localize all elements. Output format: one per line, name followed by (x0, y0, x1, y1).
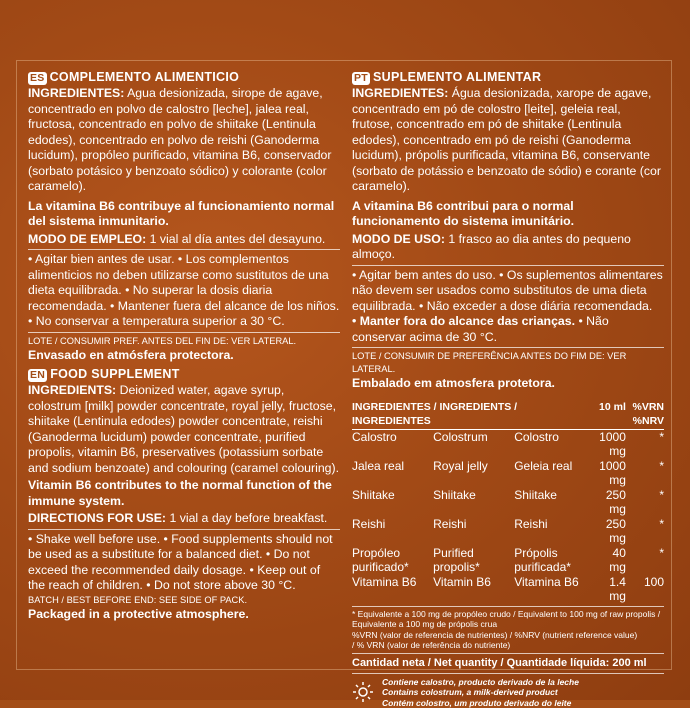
milk-notice-line: Contains colostrum, a milk-derived product (382, 687, 579, 698)
table-cell-amount: 1.4 mg (595, 575, 626, 604)
table-cell-amount: 1000 mg (595, 459, 626, 488)
table-cell-es: Calostro (352, 429, 433, 459)
table-cell-vrn: * (626, 459, 664, 488)
en-heading (28, 367, 340, 383)
pt-ingredients-text: Água desionizada, xarope de agave, concentrado em pó de colostro [leite], geleia real, frutose, concentrado em pó de shiitake (Lentinula edodes), concentrado em pó de reishi (Ganoderma lucidum), própolis purificada, vitamina B6, conservante (sorbato de potássio e benzoato de sódio) e corante (cor caramelo). (352, 86, 661, 193)
es-packaged (28, 348, 340, 364)
pt-usage (352, 232, 664, 263)
table-rule-3 (352, 673, 664, 674)
right-column (352, 70, 664, 708)
table-row (352, 517, 664, 546)
es-badge: ES (28, 72, 47, 85)
milk-notice-line: Contiene calostro, producto derivado de la leche (382, 677, 579, 688)
table-row (352, 546, 664, 575)
milk-notice (352, 677, 664, 708)
pt-ingredients (352, 86, 664, 195)
pt-divider (352, 265, 664, 266)
pt-warnings-text: • Não conservar acima de 30 °C. (352, 314, 609, 344)
es-claim (28, 199, 340, 230)
pt-divider-2 (352, 347, 664, 348)
pt-claim (352, 199, 664, 230)
footnote: * Equivalente a 100 mg de propóleo crudo / Equivalent to 100 mg of raw propolis / Equivalente a 100 mg de própolis crua (352, 609, 664, 630)
ingredients-table-header (352, 400, 664, 430)
es-usage (28, 232, 340, 248)
en-ingredients (28, 383, 340, 476)
es-title: COMPLEMENTO ALIMENTICIO (50, 70, 240, 86)
table-cell-vrn: * (626, 546, 664, 575)
table-cell-pt: Geleia real (514, 459, 595, 488)
footnote: / % VRN (valor de referência do nutriente) (352, 640, 664, 651)
table-header-unit: 10 ml (595, 400, 626, 430)
es-ingredients-text: Agua desionizada, sirope de agave, concentrado en polvo de calostro [leche], jalea real, fructosa, concentrado en polvo de shiitake (Lentinula edodes), concentrado en polvo de reishi (Ganoderma lucidum), propóleo purificado, vitamina B6, conservador (sorbato potásico y benzoato sódico) y colorante (color caramelo). (28, 86, 331, 193)
table-rule-2 (352, 653, 664, 654)
footnote: %VRN (valor de referencia de nutrientes) / %NRV (nutrient reference value) (352, 630, 664, 641)
net-quantity: Cantidad neta / Net quantity / Quantidade líquida: 200 ml (352, 656, 664, 671)
es-divider (28, 249, 340, 250)
pt-usage-text: 1 frasco ao dia antes do pequeno almoço. (352, 232, 631, 262)
pt-heading (352, 70, 664, 86)
table-cell-es: Propóleo purificado* (352, 546, 433, 575)
es-warnings: • Agitar bien antes de usar. • Los complementos alimenticios no deben utilizarse como sustitutos de una dieta equilibrada. • No superar la dosis diaria recomendada. • Mantener fuera del alcance de los niños. • No conservar a temperatura superior a 30 °C. (28, 252, 340, 330)
en-ingredients-label: INGREDIENTS: (28, 383, 116, 397)
en-packaged-text: Packaged in a protective atmosphere. (28, 607, 249, 621)
en-claim (28, 478, 340, 509)
es-packaged-text: Envasado en atmósfera protectora. (28, 348, 234, 362)
en-title: FOOD SUPPLEMENT (50, 367, 180, 383)
table-cell-es: Shiitake (352, 488, 433, 517)
table-cell-amount: 40 mg (595, 546, 626, 575)
table-cell-es: Reishi (352, 517, 433, 546)
table-rule (352, 606, 664, 607)
pt-warnings-1: • Agitar bem antes do uso. • Os suplementos alimentares não devem ser usados como substitutos de uma dieta equilibrada. • Não exceder a dose diária recomendada. (352, 268, 664, 315)
table-cell-en: Purified propolis* (433, 546, 514, 575)
table-header-label: INGREDIENTES / INGREDIENTS / INGREDIENTES (352, 400, 595, 430)
table-cell-en: Vitamin B6 (433, 575, 514, 604)
table-cell-pt: Colostro (514, 429, 595, 459)
table-cell-vrn: * (626, 517, 664, 546)
table-cell-pt: Shiitake (514, 488, 595, 517)
table-header-vrn: %VRN %NRV (626, 400, 664, 430)
milk-notice-line: Contém colostro, um produto derivado do leite (382, 698, 579, 708)
es-ingredients-label: INGREDIENTES: (28, 86, 124, 100)
en-claim-text: Vitamin B6 contributes to the normal function of the immune system. (28, 478, 332, 508)
en-usage (28, 511, 340, 527)
pt-warnings-2 (352, 314, 664, 345)
es-heading (28, 70, 340, 86)
pt-packaged (352, 376, 664, 392)
en-packaged (28, 607, 340, 623)
table-cell-pt: Vitamina B6 (514, 575, 595, 604)
table-cell-es: Vitamina B6 (352, 575, 433, 604)
left-column (28, 70, 340, 622)
ingredients-table (352, 400, 664, 604)
pt-ingredients-label: INGREDIENTES: (352, 86, 448, 100)
pt-usage-label: MODO DE USO: (352, 232, 445, 246)
table-cell-en: Shiitake (433, 488, 514, 517)
pt-packaged-text: Embalado em atmosfera protetora. (352, 376, 555, 390)
es-usage-text: 1 vial al día antes del desayuno. (150, 232, 326, 246)
es-divider-2 (28, 332, 340, 333)
table-row (352, 575, 664, 604)
en-ingredients-text: Deionized water, agave syrup, colostrum [milk] powder concentrate, royal jelly, fructose, shiitake (Lentinula edodes) powder concentrate, reishi (Ganoderma lucidum) powder concentrate, purified propolis, vitamin B6, preservatives (potassium sorbate and sodium benzoate) and colouring (caramel colouring). (28, 383, 339, 475)
table-cell-en: Colostrum (433, 429, 514, 459)
table-cell-vrn: * (626, 429, 664, 459)
es-claim-text: La vitamina B6 contribuye al funcionamiento normal del sistema inmunitario. (28, 199, 334, 229)
table-cell-vrn: * (626, 488, 664, 517)
en-lot: BATCH / BEST BEFORE END: SEE SIDE OF PACK. (28, 594, 340, 607)
table-cell-en: Reishi (433, 517, 514, 546)
es-ingredients (28, 86, 340, 195)
table-cell-amount: 1000 mg (595, 429, 626, 459)
table-cell-amount: 250 mg (595, 517, 626, 546)
pt-badge: PT (352, 72, 370, 85)
pt-lot: LOTE / CONSUMIR DE PREFERÊNCIA ANTES DO FIM DE: VER LATERAL. (352, 350, 664, 376)
table-cell-amount: 250 mg (595, 488, 626, 517)
en-divider (28, 529, 340, 530)
es-lot: LOTE / CONSUMIR PREF. ANTES DEL FIN DE: VER LATERAL. (28, 335, 340, 348)
es-usage-label: MODO DE EMPLEO: (28, 232, 146, 246)
en-warnings: • Shake well before use. • Food supplements should not be used as a substitute for a balanced diet. • Do not exceed the recommended daily dosage. • Keep out of the reach of children. • Do not store above 30 °C. (28, 532, 340, 594)
table-cell-en: Royal jelly (433, 459, 514, 488)
en-badge: EN (28, 369, 47, 382)
table-row (352, 429, 664, 459)
table-cell-es: Jalea real (352, 459, 433, 488)
table-cell-pt: Reishi (514, 517, 595, 546)
en-usage-label: DIRECTIONS FOR USE: (28, 511, 166, 525)
table-cell-vrn: 100 (626, 575, 664, 604)
en-usage-text: 1 vial a day before breakfast. (169, 511, 327, 525)
pt-claim-text: A vitamina B6 contribui para o normal funcionamento do sistema imunitário. (352, 199, 574, 229)
table-row (352, 459, 664, 488)
milk-notice-text (382, 677, 579, 708)
pt-warnings-bold: • Manter fora do alcance das crianças. (352, 314, 575, 328)
table-footnotes (352, 609, 664, 651)
table-row (352, 488, 664, 517)
pt-title: SUPLEMENTO ALIMENTAR (373, 70, 541, 86)
table-cell-pt: Própolis purificada* (514, 546, 595, 575)
